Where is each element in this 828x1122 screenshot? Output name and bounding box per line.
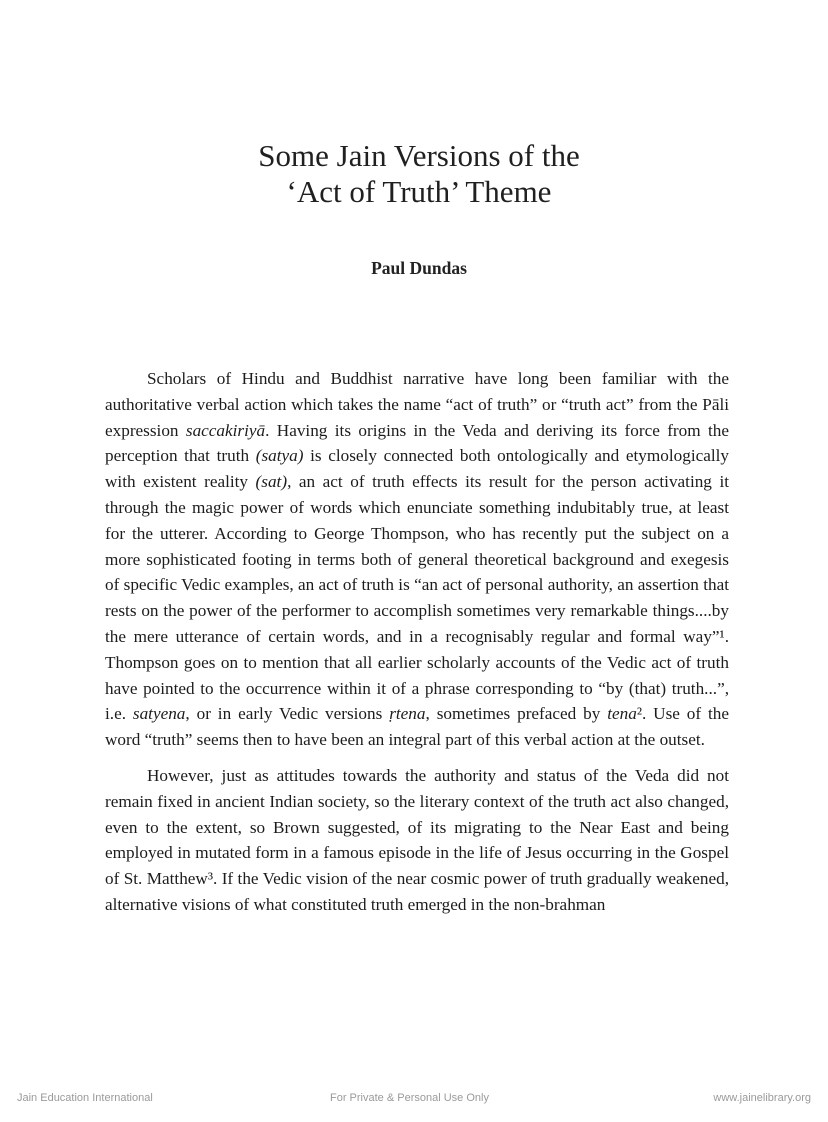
text-run: However, just as attitudes towards the authority and status of the Veda did not remain fixed in ancient Indian society, so the literary context of the truth act also changed, even to the extent, so Brown suggested, of its migrating to the Near East and being employed in mutated form in a famous episode in the life of Jesus occurring in the Gospel of St. Matthew³. If the Vedic vision of the near cosmic power of truth gradually weakened, alternative visions of what constituted truth emerged in the non-brahman [105,765,729,914]
article-body [105,366,729,918]
page-footer [0,1092,828,1112]
italic-term: (satya) [255,446,304,466]
title-line-1: Some Jain Versions of the [258,138,580,173]
text-run: , sometimes prefaced by [425,704,608,724]
title-line-2: ‘Act of Truth’ Theme [286,174,552,209]
text-run: Scholars of Hindu and Buddhist narrative have long been familiar with the authoritative verbal action which takes the name “act of truth” or “truth act” from the Pāli expression [105,369,729,440]
text-run: , an act of truth effects its result for the person activating it through the magic power of words which enunciate something indubitably true, at least for the utterer. According to George Thompson, who has recently put the subject on a more sophisticated footing in terms both of general theoretical background and exegesis of specific Vedic examples, an act of truth is “an act of personal authority, an assertion that rests on the power of the performer to accomplish sometimes very remarkable things....by the mere utterance of certain words, and in a recognisably regular and formal way”¹. Thompson goes on to mention that all earlier scholarly accounts of the Vedic act of truth have pointed to the occurrence within it of a phrase corresponding to “by (that) truth...”, i.e. [105,472,729,724]
text-run: , or in early Vedic versions [185,704,390,724]
italic-term: saccakiriyā [185,420,266,440]
article-title [0,138,828,210]
paragraph-1 [105,366,729,753]
author-name: Paul Dundas [371,258,467,278]
italic-term: ṛtena [389,704,426,724]
italic-term: (sat) [255,472,288,492]
text-run: is closely connected both ontologically and etymologically with existent reality [105,446,729,492]
text-run: ². Use of the word “truth” seems then to have been an integral part of this verbal action at the outset. [105,704,730,750]
footer-center-text: For Private & Personal Use Only [330,1092,489,1104]
footer-right-link[interactable]: www.jainelibrary.org [713,1092,811,1104]
italic-term: tena [607,704,637,724]
footer-left-text: Jain Education International [17,1092,153,1104]
paragraph-2 [105,763,729,918]
italic-term: satyena [132,704,186,724]
text-run: . Having its origins in the Veda and deriving its force from the perception that truth [105,420,729,466]
